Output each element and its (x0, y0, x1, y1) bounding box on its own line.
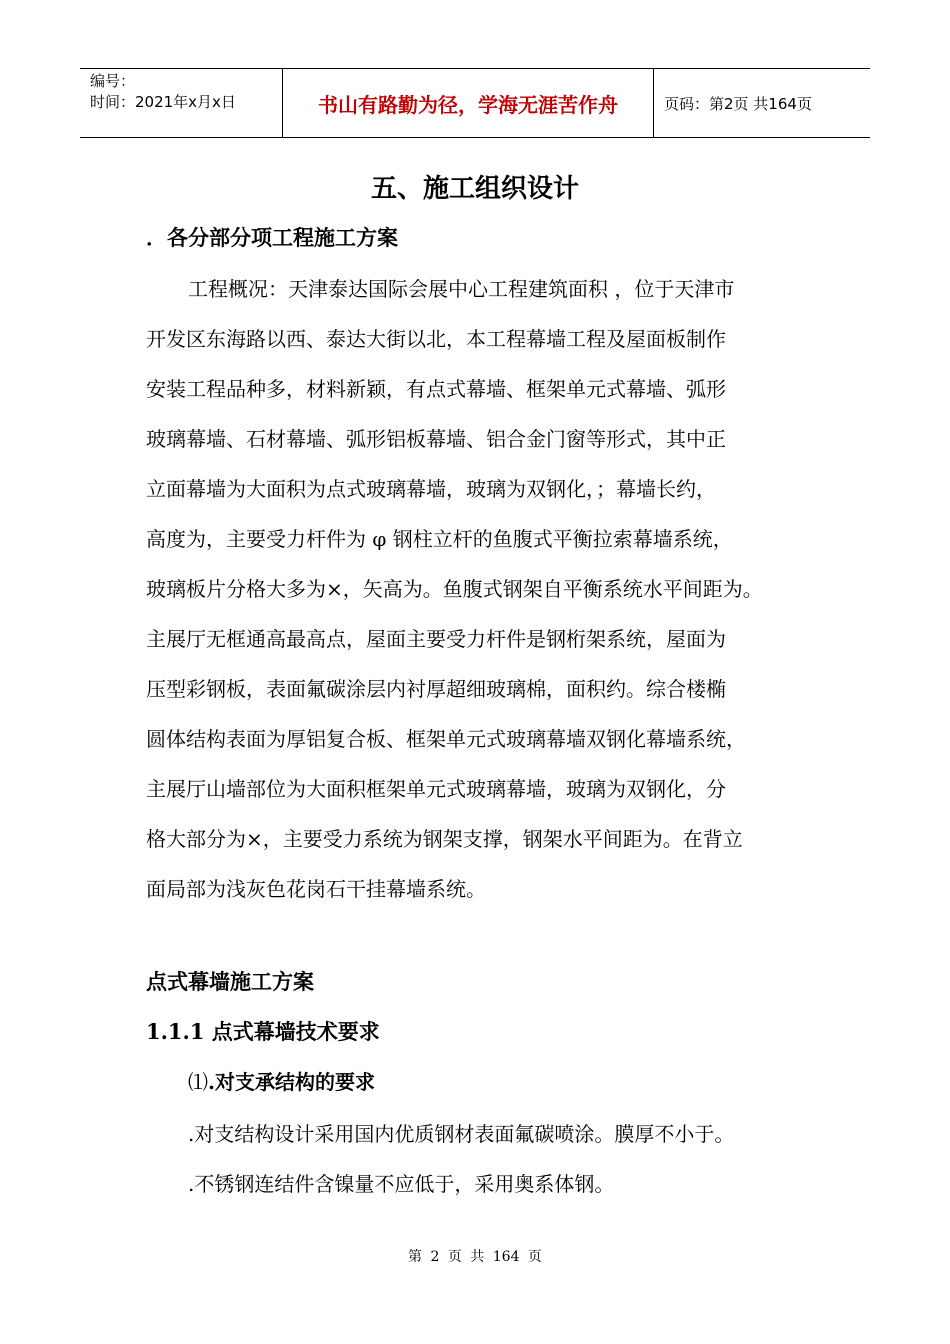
paragraph-line: 工程概况：天津泰达国际会展中心工程建筑面积 ，位于天津市 (188, 277, 735, 301)
requirement-item-1: .对支结构设计采用国内优质钢材表面氟碳喷涂。膜厚不小于。 (188, 1122, 735, 1146)
document-title: 五、施工组织设计 (370, 174, 579, 204)
overview-paragraph (146, 264, 826, 914)
section-heading-2: 点式幕墙施工方案 (146, 969, 314, 994)
header-page-info (654, 69, 870, 137)
paragraph-line: 开发区东海路以西、泰达大街以北，本工程幕墙工程及屋面板制作 (146, 327, 726, 351)
subsection-number: ⑴ (188, 1070, 208, 1094)
paragraph-line: 主展厅无框通高最高点，屋面主要受力杆件是钢桁架系统，屋面为 (146, 627, 726, 651)
header-motto (282, 69, 654, 137)
header-meta (80, 69, 282, 137)
motto-text: 书山有路勤为径，学海无涯苦作舟 (318, 92, 618, 117)
section-heading-1: ．各分部分项工程施工方案 (146, 225, 398, 250)
paragraph-line: 立面幕墙为大面积为点式玻璃幕墙，玻璃为双钢化，；幕墙长约， (146, 477, 716, 501)
paragraph-line: 面局部为浅灰色花岗石干挂幕墙系统。 (146, 877, 486, 901)
paragraph-line: 玻璃板片分格大多为×，矢高为。鱼腹式钢架自平衡系统水平间距为。 (146, 577, 763, 601)
page-footer: 第 2 页 共 164 页 (408, 1249, 542, 1265)
paragraph-line: 主展厅山墙部位为大面积框架单元式玻璃幕墙，玻璃为双钢化，分 (146, 777, 726, 801)
paragraph-line: 安装工程品种多，材料新颖，有点式幕墙、框架单元式幕墙、弧形 (146, 377, 726, 401)
section-heading-3: 1.1.1 点式幕墙技术要求 (146, 1019, 380, 1044)
page-info-text: 页码：第2页 共164页 (664, 94, 812, 113)
paragraph-line: 玻璃幕墙、石材幕墙、弧形铝板幕墙、铝合金门窗等形式，其中正 (146, 427, 726, 451)
paragraph-line: 压型彩钢板，表面氟碳涂层内衬厚超细玻璃棉，面积约。综合楼椭 (146, 677, 726, 701)
page-header (80, 68, 870, 138)
document-number-label: 编号： (90, 72, 136, 90)
paragraph-line: 格大部分为×，主要受力系统为钢架支撑，钢架水平间距为。在背立 (146, 827, 743, 851)
document-date: 时间：2021年x月x日 (90, 93, 236, 111)
paragraph-line: 高度为，主要受力杆件为 φ 钢柱立杆的鱼腹式平衡拉索幕墙系统， (146, 527, 733, 551)
requirement-item-2: .不锈钢连结件含镍量不应低于，采用奥系体钢。 (188, 1172, 615, 1196)
paragraph-line: 圆体结构表面为厚铝复合板、框架单元式玻璃幕墙双钢化幕墙系统， (146, 727, 746, 751)
subsection-heading (188, 1066, 375, 1095)
subsection-title: .对支承结构的要求 (208, 1070, 375, 1094)
